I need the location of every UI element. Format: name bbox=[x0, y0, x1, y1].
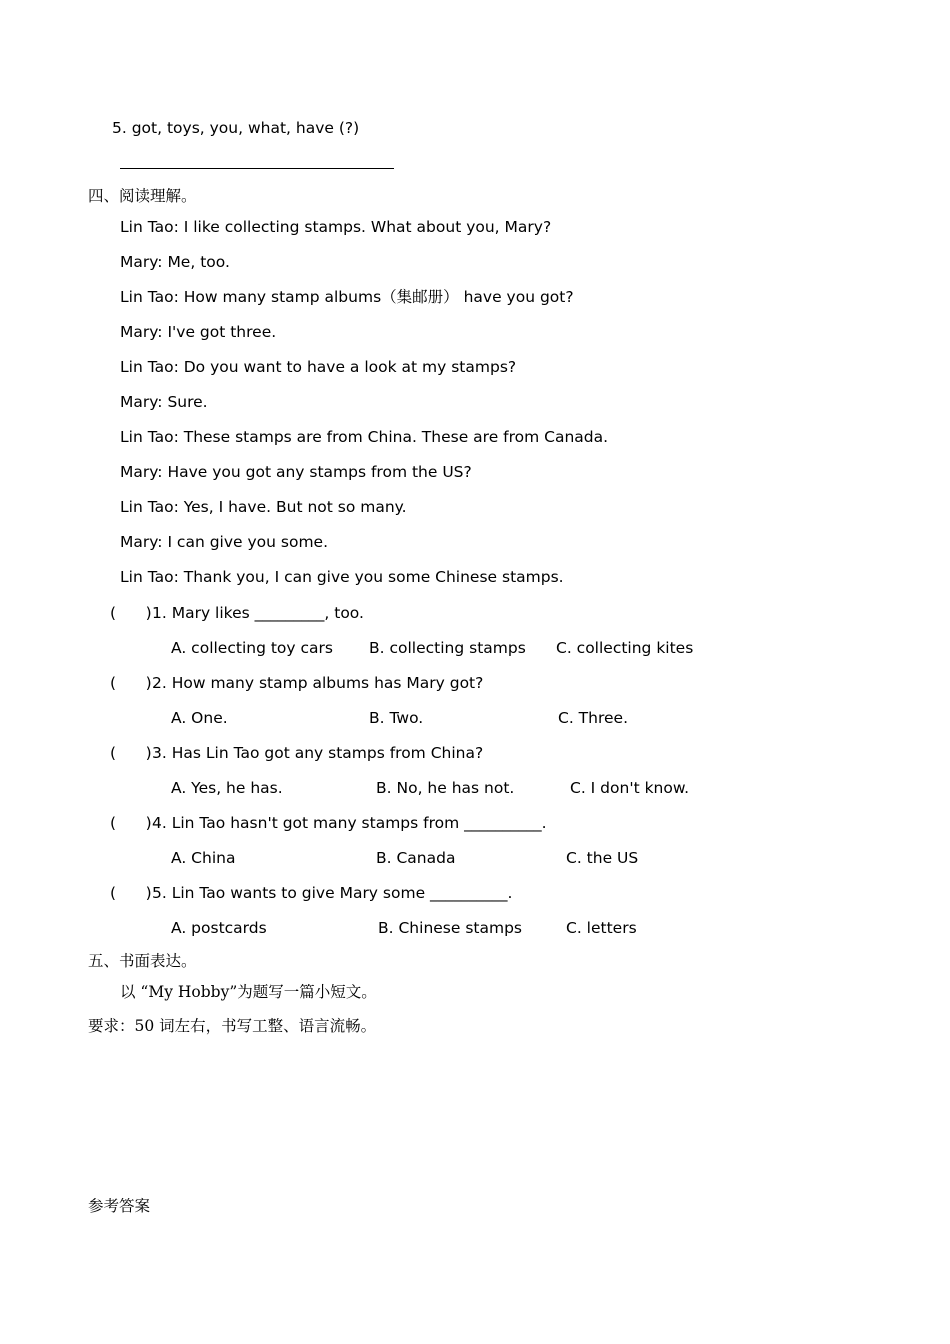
dialogue-line: Lin Tao: How many stamp albums（集邮册） have you got? bbox=[120, 288, 574, 306]
question-text: 3. Has Lin Tao got any stamps from China? bbox=[152, 744, 484, 762]
dialogue-line: Lin Tao: I like collecting stamps. What about you, Mary? bbox=[120, 218, 552, 236]
option-c: C. collecting kites bbox=[556, 639, 694, 657]
option-b: B. collecting stamps bbox=[369, 639, 526, 657]
option-c: C. Three. bbox=[558, 709, 628, 727]
question-text: 2. How many stamp albums has Mary got? bbox=[152, 674, 484, 692]
option-c: C. letters bbox=[566, 919, 637, 937]
question-text: 1. Mary likes _________, too. bbox=[152, 604, 364, 622]
answer-paren[interactable]: ( ) bbox=[110, 884, 152, 902]
answer-paren[interactable]: ( ) bbox=[110, 814, 152, 832]
option-c: C. the US bbox=[566, 849, 639, 867]
dialogue-line: Mary: I've got three. bbox=[120, 323, 277, 341]
answer-paren[interactable]: ( ) bbox=[110, 604, 152, 622]
dialogue-line: Mary: I can give you some. bbox=[120, 533, 329, 551]
option-b: B. Chinese stamps bbox=[378, 919, 523, 937]
option-b: B. Two. bbox=[369, 709, 424, 727]
section4-heading: 四、阅读理解。 bbox=[88, 187, 197, 205]
dialogue-line: Mary: Have you got any stamps from the US? bbox=[120, 463, 472, 481]
question-text: 5. Lin Tao wants to give Mary some __________. bbox=[152, 884, 513, 902]
dialogue-line: Lin Tao: These stamps are from China. These are from Canada. bbox=[120, 428, 609, 446]
section3-item5: 5. got, toys, you, what, have (?) bbox=[112, 119, 360, 137]
option-b: B. No, he has not. bbox=[376, 779, 515, 797]
answer-paren[interactable]: ( ) bbox=[110, 674, 152, 692]
question-text: 4. Lin Tao hasn't got many stamps from __________. bbox=[152, 814, 547, 832]
option-a: A. Yes, he has. bbox=[171, 779, 283, 797]
dialogue-line: Lin Tao: Yes, I have. But not so many. bbox=[120, 498, 407, 516]
dialogue-line: Mary: Me, too. bbox=[120, 253, 230, 271]
answers-heading: 参考答案 bbox=[88, 1197, 151, 1215]
writing-prompt: 以 “My Hobby”为题写一篇小短文。 bbox=[120, 983, 377, 1001]
dialogue-line: Lin Tao: Do you want to have a look at my stamps? bbox=[120, 358, 517, 376]
answer-paren[interactable]: ( ) bbox=[110, 744, 152, 762]
dialogue-line: Lin Tao: Thank you, I can give you some Chinese stamps. bbox=[120, 568, 564, 586]
writing-requirement: 要求：50 词左右，书写工整、语言流畅。 bbox=[88, 1017, 377, 1035]
option-a: A. collecting toy cars bbox=[171, 639, 333, 657]
dialogue-line: Mary: Sure. bbox=[120, 393, 208, 411]
answer-blank-line bbox=[120, 168, 394, 169]
option-a: A. postcards bbox=[171, 919, 267, 937]
section5-heading: 五、书面表达。 bbox=[88, 952, 197, 970]
option-a: A. One. bbox=[171, 709, 228, 727]
option-c: C. I don't know. bbox=[570, 779, 690, 797]
option-b: B. Canada bbox=[376, 849, 456, 867]
option-a: A. China bbox=[171, 849, 236, 867]
